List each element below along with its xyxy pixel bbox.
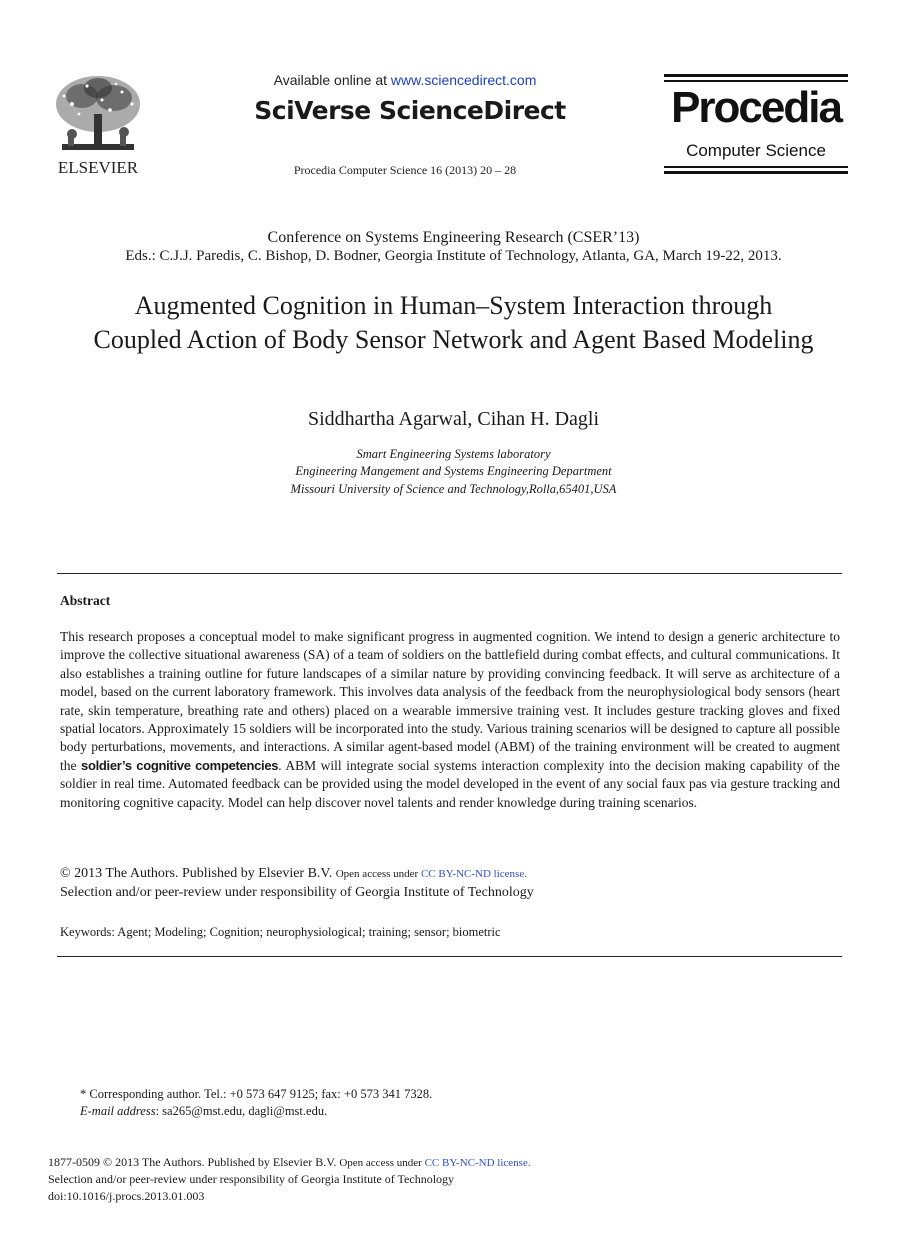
affiliation-line: Engineering Mangement and Systems Engineering Department — [295, 464, 612, 478]
open-access-label: Open access under — [339, 1157, 425, 1169]
email-label: E-mail address — [80, 1104, 156, 1118]
license-link[interactable]: CC BY-NC-ND license. — [424, 1157, 531, 1169]
divider — [57, 956, 842, 957]
elsevier-tree-icon — [52, 74, 144, 156]
logo-rule-bottom — [664, 166, 848, 168]
logo-rule-top-2 — [664, 80, 848, 82]
affiliation-line: Missouri University of Science and Technology,Rolla,65401,USA — [290, 482, 617, 496]
conference-name: Conference on Systems Engineering Research (CSER’13) — [267, 229, 640, 246]
sciencedirect-link[interactable]: www.sciencedirect.com — [390, 72, 537, 88]
paper-title: Augmented Cognition in Human–System Interaction through Coupled Action of Body Sensor Network and Agent Based Modeling — [93, 291, 814, 354]
divider — [57, 573, 842, 574]
doi-line[interactable]: doi:10.1016/j.procs.2013.01.003 — [48, 1189, 205, 1203]
peer-review-line: Selection and/or peer-review under responsibility of Georgia Institute of Technology — [48, 1172, 455, 1186]
email-note — [80, 1104, 327, 1119]
paper-authors: Siddhartha Agarwal, Cihan H. Dagli — [307, 408, 600, 430]
abstract-body — [60, 628, 840, 812]
keywords: Keywords: Agent; Modeling; Cognition; neurophysiological; training; sensor; biometric — [60, 925, 501, 939]
issn-text: 1877-0509 © 2013 The Authors. Published by Elsevier B.V. — [48, 1155, 340, 1169]
corresponding-author-note: * Corresponding author. Tel.: +0 573 647 9125; fax: +0 573 341 7328. — [80, 1087, 433, 1101]
license-link[interactable]: CC BY-NC-ND license. — [420, 868, 527, 880]
logo-rule-top — [664, 74, 848, 77]
available-online-line — [220, 72, 590, 88]
abstract-text: This research proposes a conceptual model to make significant progress in augmented cognition. We intend to design a generic architecture to improve the collective situational awareness (SA) of a team of soldiers on the battlefield during combat effects, and cultural communications. It also establishes a training outline for future landscapes of a similar nature by providing convincing feedback. It will serve as architecture of a model, based on the current laboratory framework. This involves data analysis of the feedback from the neurophysiological body sensors (heart rate, skin temperature, breathing rate and others) placed on a wearable immersive training vest. It includes gesture tracking gloves and fixed spatial locators. Approximately 15 soldiers will be incorporated into the study. Various training scenarios will be designed to capture all possible body perturbations, movements, and interactions. A similar agent-based model (ABM) of the training environment will be created to augment the — [60, 629, 840, 773]
open-access-label: Open access under — [335, 868, 421, 880]
copyright-text: © 2013 The Authors. Published by Elsevier B.V. — [60, 866, 336, 881]
procedia-wordmark: Procedia — [671, 83, 841, 132]
abstract-text: . ABM will integrate social systems interaction complexity into the decision making capability of the soldier in real time. Automated feedback can be provided using the model developed in the event of any social faux pas via gesture tracking and monitoring cognitive capacity. Model can help discover novel talents and render knowledge during training scenarios. — [60, 757, 840, 810]
affiliation-line: Smart Engineering Systems laboratory — [356, 447, 551, 461]
elsevier-wordmark: ELSEVIER — [57, 158, 139, 177]
issn-line — [48, 1155, 531, 1170]
procedia-subtitle: Computer Science — [686, 141, 826, 160]
available-online-label: Available online at — [273, 72, 391, 88]
sciverse-sciencedirect-logo: SciVerse ScienceDirect — [254, 96, 566, 125]
conference-editors: Eds.: C.J.J. Paredis, C. Bishop, D. Bodner, Georgia Institute of Technology, Atlanta, GA, March 19-22, 2013. — [125, 248, 782, 264]
peer-review-line: Selection and/or peer-review under responsibility of Georgia Institute of Technology — [60, 885, 534, 900]
email-value: : sa265@mst.edu, dagli@mst.edu. — [155, 1104, 328, 1118]
abstract-emphasis: soldier’s cognitive competencies — [81, 757, 279, 773]
procedia-logo — [664, 74, 848, 174]
copyright-line — [60, 866, 527, 882]
elsevier-logo — [52, 74, 144, 178]
logo-rule-bottom-2 — [664, 171, 848, 174]
abstract-heading: Abstract — [60, 593, 111, 608]
journal-reference: Procedia Computer Science 16 (2013) 20 – 28 — [293, 163, 517, 177]
